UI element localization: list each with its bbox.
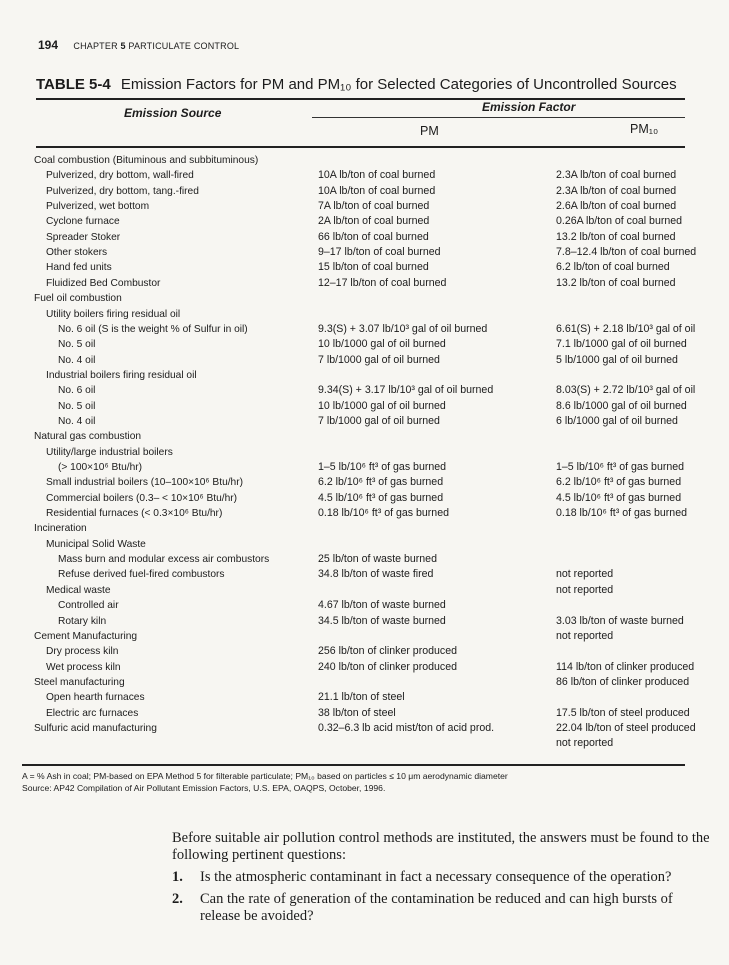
- table-cell-pm: 10A lb/ton of coal burned: [318, 169, 436, 182]
- table-cell-pm10: 0.18 lb/10⁶ ft³ of gas burned: [556, 507, 687, 520]
- chapter-label: CHAPTER 5 PARTICULATE CONTROL: [73, 41, 240, 51]
- col-header-pm10: PM₁₀: [630, 122, 659, 136]
- table-cell-source: Fuel oil combustion: [34, 293, 122, 305]
- table-cell-pm: 0.32–6.3 lb acid mist/ton of acid prod.: [318, 721, 495, 734]
- table-cell-pm10: 2.6A lb/ton of coal burned: [556, 200, 677, 213]
- table-cell-pm10: 86 lb/ton of clinker produced: [556, 675, 690, 688]
- table-cell-source: No. 4 oil: [58, 354, 96, 366]
- table-cell-pm: 4.67 lb/ton of waste burned: [318, 599, 446, 612]
- table-cell-pm10: 17.5 lb/ton of steel produced: [556, 706, 690, 719]
- table-cell-source: Hand fed units: [46, 262, 112, 274]
- table-cell-source: Other stokers: [46, 247, 108, 259]
- table-cell-pm: 256 lb/ton of clinker produced: [318, 645, 457, 658]
- table-notes: [22, 770, 508, 794]
- table-cell-pm10: not reported: [556, 583, 614, 596]
- table-cell-source: Pulverized, wet bottom: [46, 201, 150, 213]
- table-cell-source: No. 6 oil (S is the weight % of Sulfur in oil): [58, 323, 248, 335]
- question-item: 1. Is the atmospheric contaminant in fact a necessary consequence of the operation?: [172, 869, 672, 885]
- table-cell-pm: 25 lb/ton of waste burned: [318, 553, 437, 566]
- table-cell-pm10: 8.6 lb/1000 gal of oil burned: [556, 399, 687, 412]
- table-cell-pm10: 5 lb/1000 gal of oil burned: [556, 353, 678, 366]
- table-cell-source: No. 4 oil: [58, 415, 96, 427]
- table-cell-source: (> 100×10⁶ Btu/hr): [58, 462, 143, 473]
- table-cell-source: Utility/large industrial boilers: [46, 446, 173, 458]
- table-cell-pm10: 114 lb/ton of clinker produced: [556, 660, 695, 673]
- table-cell-source: Coal combustion (Bituminous and subbituminous): [34, 155, 259, 166]
- table-cell-pm: 10A lb/ton of coal burned: [318, 184, 436, 197]
- table-cell-pm10: not reported: [556, 629, 614, 642]
- table-cell-pm: 7A lb/ton of coal burned: [318, 200, 430, 213]
- table-cell-pm10: 3.03 lb/ton of waste burned: [556, 614, 684, 627]
- table-cell-pm: 66 lb/ton of coal burned: [318, 230, 429, 243]
- table-cell-source: Medical waste: [46, 584, 111, 596]
- table-cell-pm: 10 lb/1000 gal of oil burned: [318, 338, 446, 351]
- table-cell-source: Incineration: [34, 523, 87, 535]
- table-cell-pm: 38 lb/ton of steel: [318, 706, 396, 719]
- table-cell-source: Industrial boilers firing residual oil: [46, 369, 197, 381]
- factor-rule: [312, 117, 685, 118]
- table-cell-pm: 9.34(S) + 3.17 lb/10³ gal of oil burned: [318, 384, 494, 397]
- table-cell-source: Spreader Stoker: [46, 231, 121, 243]
- table-cell-source: Fluidized Bed Combustor: [46, 277, 161, 289]
- col-header-source: Emission Source: [124, 106, 222, 120]
- table-cell-pm10: 8.03(S) + 2.72 lb/10³ gal of oil: [556, 384, 696, 397]
- table-cell-pm10: 13.2 lb/ton of coal burned: [556, 230, 676, 243]
- table-cell-pm10: 0.26A lb/ton of coal burned: [556, 215, 683, 228]
- table-cell-pm10: 22.04 lb/ton of steel produced: [556, 721, 696, 734]
- table-cell-pm: 12–17 lb/ton of coal burned: [318, 276, 447, 289]
- table-cell-pm: 21.1 lb/ton of steel: [318, 691, 405, 704]
- table-cell-pm10: 6.2 lb/ton of coal burned: [556, 261, 670, 274]
- table-cell-source: Open hearth furnaces: [46, 692, 145, 704]
- table-cell-source: Sulfuric acid manufacturing: [34, 722, 157, 734]
- table-cell-pm10: 2.3A lb/ton of coal burned: [556, 184, 677, 197]
- table-cell-source: Residential furnaces (< 0.3×10⁶ Btu/hr): [46, 508, 223, 520]
- table-cell-source: Refuse derived fuel-fired combustors: [58, 569, 225, 581]
- source-note: Source: AP42 Compilation of Air Pollutant Emission Factors, U.S. EPA, OAQPS, October, 1996.: [22, 783, 386, 793]
- page-number: 194: [38, 38, 59, 52]
- table-cell-source: No. 5 oil: [58, 400, 96, 412]
- table-cell-pm: 34.8 lb/ton of waste fired: [318, 568, 434, 581]
- table-cell-source: Cement Manufacturing: [34, 630, 138, 642]
- table-cell-source: Electric arc furnaces: [46, 707, 139, 719]
- col-header-pm: PM: [420, 124, 439, 138]
- table-cell-source: Natural gas combustion: [34, 431, 142, 443]
- table-cell-pm: 7 lb/1000 gal of oil burned: [318, 353, 440, 366]
- table-cell-source: Cyclone furnace: [46, 216, 120, 228]
- top-rule: [36, 98, 685, 100]
- table-cell-pm10: 6 lb/1000 gal of oil burned: [556, 414, 678, 427]
- table-cell-pm10: 4.5 lb/10⁶ ft³ of gas burned: [556, 491, 682, 504]
- table-cell-pm: 9–17 lb/ton of coal burned: [318, 246, 441, 259]
- table-cell-source: Small industrial boilers (10–100×10⁶ Btu/hr): [46, 477, 244, 489]
- table-cell-pm: 10 lb/1000 gal of oil burned: [318, 399, 446, 412]
- table-cell-pm: 6.2 lb/10⁶ ft³ of gas burned: [318, 476, 444, 489]
- table-cell-pm: 2A lb/ton of coal burned: [318, 215, 430, 228]
- table-cell-pm10: 7.1 lb/1000 gal of oil burned: [556, 338, 687, 351]
- question-item: 2. Can the rate of generation of the contamination be reduced and can high bursts of release be avoided?: [172, 891, 673, 924]
- table-cell-pm: 15 lb/ton of coal burned: [318, 261, 429, 274]
- table-cell-pm10: 6.2 lb/10⁶ ft³ of gas burned: [556, 476, 682, 489]
- table-caption: [36, 76, 677, 93]
- table-cell-source: Steel manufacturing: [34, 676, 125, 688]
- table-cell-pm10: not reported: [556, 568, 614, 581]
- header-rule: [36, 146, 685, 148]
- table-cell-source: Rotary kiln: [58, 615, 107, 627]
- table-cell-pm10: 7.8–12.4 lb/ton of coal burned: [556, 246, 697, 259]
- table-cell-pm: 7 lb/1000 gal of oil burned: [318, 414, 440, 427]
- table-cell-pm10: 13.2 lb/ton of coal burned: [556, 276, 676, 289]
- table-cell-pm: 240 lb/ton of clinker produced: [318, 660, 457, 673]
- table-cell-source: No. 5 oil: [58, 339, 96, 351]
- table-cell-source: Commercial boilers (0.3– < 10×10⁶ Btu/hr): [46, 492, 238, 504]
- table-title: Emission Factors for PM and PM₁₀ for Selected Categories of Uncontrolled Sources: [120, 76, 677, 93]
- table-cell-pm10: not reported: [556, 737, 614, 750]
- table-cell-pm: 4.5 lb/10⁶ ft³ of gas burned: [318, 491, 444, 504]
- table-cell-source: Wet process kiln: [46, 661, 121, 673]
- table-number: TABLE 5-4: [36, 76, 111, 93]
- table-cell-pm10: 2.3A lb/ton of coal burned: [556, 169, 677, 182]
- table-cell-source: Controlled air: [58, 600, 119, 612]
- table-cell-source: Dry process kiln: [46, 646, 119, 658]
- table-cell-source: Pulverized, dry bottom, wall-fired: [46, 170, 194, 182]
- footnote: A = % Ash in coal; PM-based on EPA Method 5 for filterable particulate; PM₁₀ based on particles ≤ 10 μm aerodynamic diameter: [22, 771, 508, 781]
- table-cell-source: Mass burn and modular excess air combustors: [58, 554, 270, 566]
- table-cell-source: Municipal Solid Waste: [46, 538, 146, 550]
- table-cell-source: Utility boilers firing residual oil: [46, 308, 181, 320]
- running-header: [38, 38, 239, 52]
- bottom-rule: [22, 764, 685, 766]
- table-cell-pm: 9.3(S) + 3.07 lb/10³ gal of oil burned: [318, 322, 488, 335]
- table-cell-source: Pulverized, dry bottom, tang.-fired: [46, 185, 199, 197]
- table-cell-pm10: 6.61(S) + 2.18 lb/10³ gal of oil: [556, 322, 696, 335]
- body-text: [172, 830, 712, 925]
- table-cell-source: No. 6 oil: [58, 385, 96, 397]
- table-cell-pm: 0.18 lb/10⁶ ft³ of gas burned: [318, 507, 449, 520]
- table-cell-pm10: 1–5 lb/10⁶ ft³ of gas burned: [556, 461, 685, 473]
- table-cell-pm: 34.5 lb/ton of waste burned: [318, 614, 446, 627]
- col-header-factor: Emission Factor: [482, 100, 576, 114]
- table-cell-pm: 1–5 lb/10⁶ ft³ of gas burned: [318, 461, 447, 473]
- intro-paragraph: Before suitable air pollution control methods are instituted, the answers must be found to the following pertinent questions:: [172, 830, 710, 863]
